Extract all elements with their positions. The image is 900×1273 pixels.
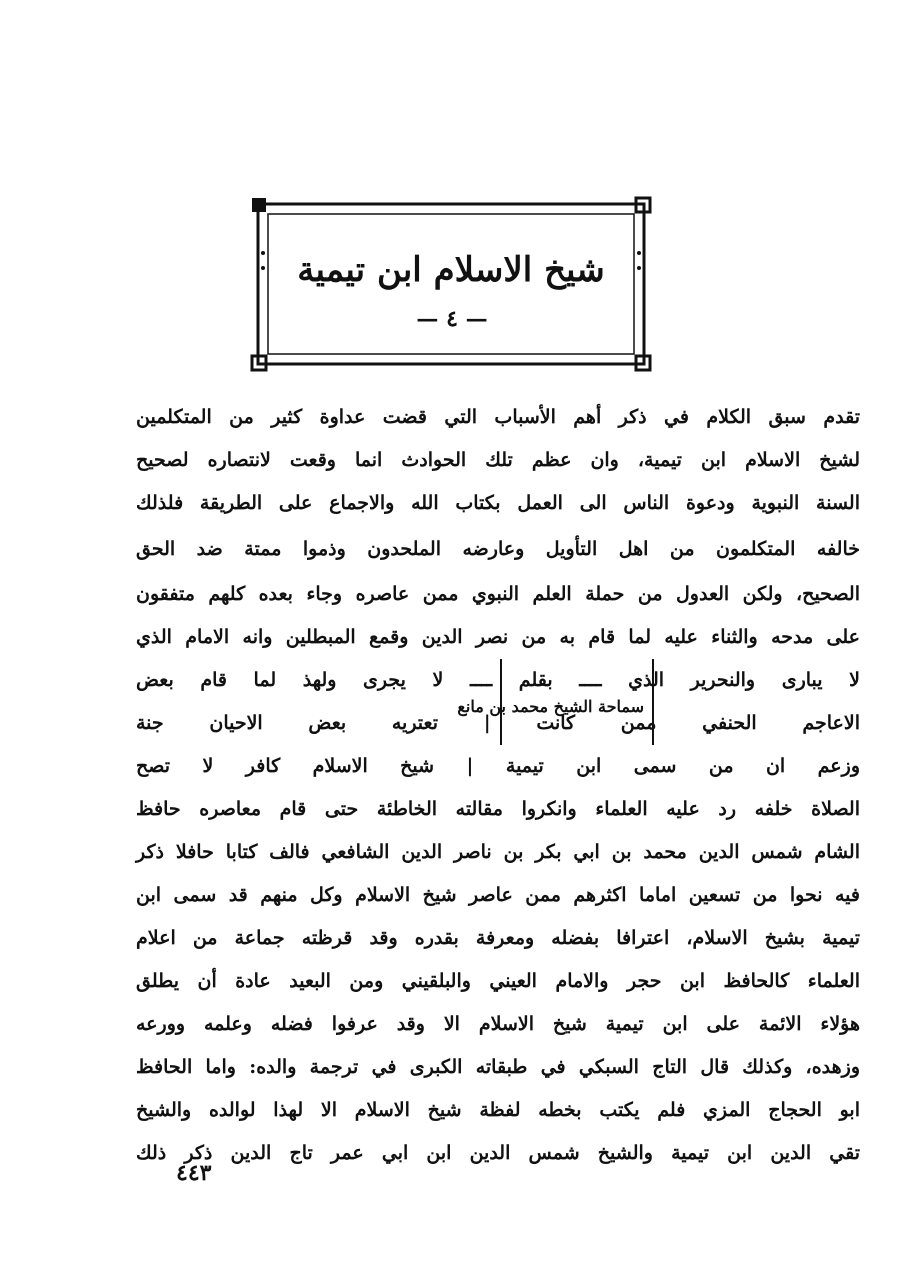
author-inset-box bbox=[457, 659, 654, 745]
text-line: الاعاجم الحنفي ممن كانت | تعتريه بعض الاحيان جنة bbox=[136, 712, 860, 734]
text-line: وزعم ان من سمى ابن تيمية | شيخ الاسلام كافر لا تصح bbox=[136, 755, 860, 777]
page-number: ٤٤٣ bbox=[176, 1160, 212, 1186]
text-line: خالفه المتكلمون من اهل التأويل وعارضه الملحدون وذموا ممتة ضد الحق bbox=[136, 538, 860, 560]
text-line: هؤلاء الائمة على ابن تيمية شيخ الاسلام الا وقد عرفوا فضله وعلمه وورعه bbox=[136, 1013, 860, 1035]
text-line: على مدحه والثناء عليه لما قام به من نصر الدين وقمع المبطلين وانه الامام الذي bbox=[136, 626, 860, 648]
text-line: تقي الدين ابن تيمية والشيخ شمس الدين ابن ابي عمر تاج الدين ذكر ذلك bbox=[136, 1142, 860, 1164]
text-line: فيه نحوا من تسعين اماما اكثرهم ممن عاصر شيخ الاسلام وكل منهم قد سمى ابن bbox=[136, 884, 860, 906]
text-line: الصلاة خلفه رد عليه العلماء وانكروا مقالته الخاطئة حتى قام معاصره حافظ bbox=[136, 798, 860, 820]
article-body bbox=[136, 396, 860, 1175]
text-line: الصحيح، ولكن العدول من حملة العلم النبوي ممن عاصره وجاء بعده كلهم متفقون bbox=[136, 583, 860, 605]
author-credit: سماحة الشيخ محمد بن مانع bbox=[457, 697, 644, 716]
text-line: العلماء كالحافظ ابن حجر والامام العيني والبلقيني ومن البعيد عادة أن يطلق bbox=[136, 970, 860, 992]
text-line: الشام شمس الدين محمد بن ابي بكر بن ناصر الدين الشافعي فالف كتابا حافلا ذكر bbox=[136, 841, 860, 863]
text-line: لشيخ الاسلام ابن تيمية، وان عظم تلك الحوادث انما وقعت لانتصاره لصحيح bbox=[136, 449, 860, 471]
text-line-with-inset bbox=[136, 659, 860, 716]
chapter-title: شيخ الاسلام ابن تيمية bbox=[297, 250, 605, 290]
text-line: تيمية بشيخ الاسلام، اعترافا بفضله ومعرفة بقدره وقد قرظته جماعة من اعلام bbox=[136, 927, 860, 949]
text-line: لا يبارى والنحرير الذي ــــ بقلم ــــ لا يجرى ولهذ لما قام بعض bbox=[136, 669, 860, 691]
text-line: تقدم سبق الكلام في ذكر أهم الأسباب التي قضت عداوة كثير من المتكلمين bbox=[136, 406, 860, 428]
chapter-number: — ٤ — bbox=[416, 306, 488, 332]
text-line: ابو الحجاج المزي فلم يكتب بخطه لفظة شيخ الاسلام الا لهذا لوالده والشيخ bbox=[136, 1099, 860, 1121]
title-frame bbox=[252, 198, 650, 370]
text-line: وزهده، وكذلك قال التاج السبكي في طبقاته الكبرى في ترجمة والده: واما الحافظ bbox=[136, 1056, 860, 1078]
text-line: السنة النبوية ودعوة الناس الى العمل بكتاب الله والاجماع على الطريقة فلذلك bbox=[136, 492, 860, 514]
